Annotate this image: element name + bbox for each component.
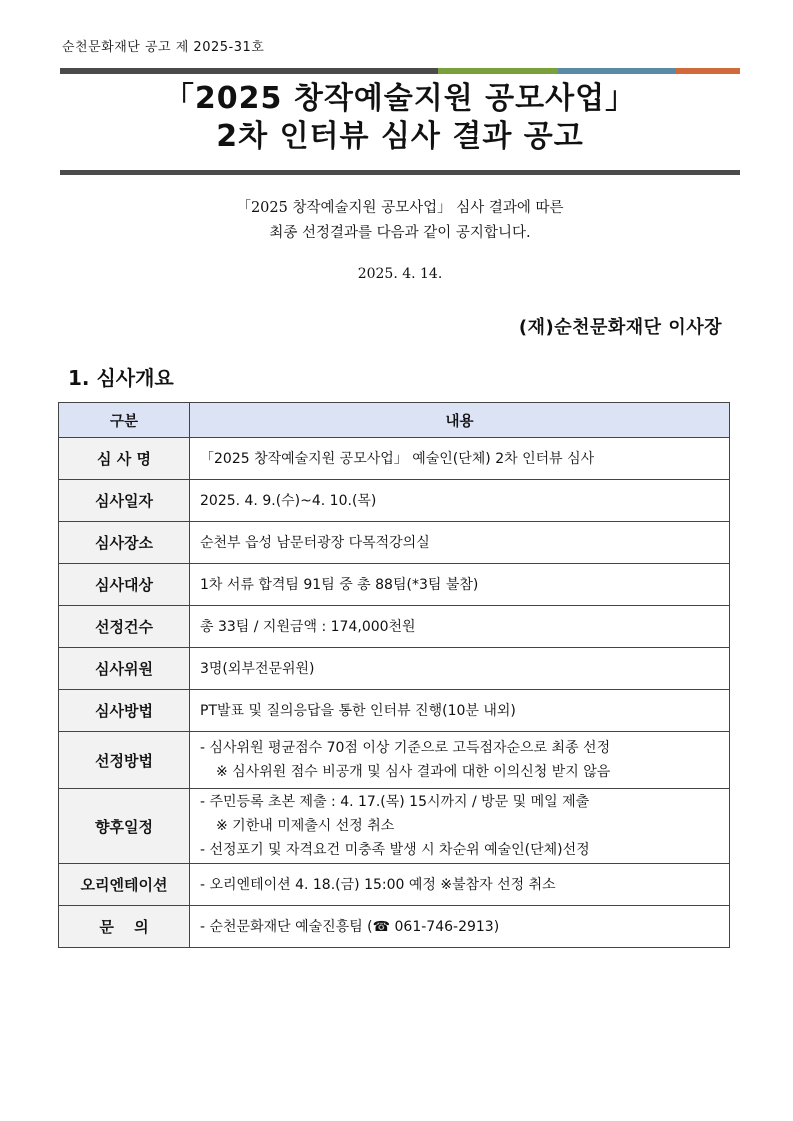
value-note: ※ 심사위원 점수 비공개 및 심사 결과에 대한 이의신청 받지 않음 [216, 764, 611, 780]
row-label: 문 의 [59, 906, 190, 948]
row-label: 심 사 명 [59, 438, 190, 480]
row-value [190, 732, 730, 789]
color-bar-segment-green [438, 68, 558, 74]
document-number: 순천문화재단 공고 제 2025-31호 [62, 40, 265, 55]
row-value: 총 33팀 / 지원금액 : 174,000천원 [190, 606, 730, 648]
row-value: 3명(외부전문위원) [190, 648, 730, 690]
table-row [59, 906, 730, 948]
table-row [59, 864, 730, 906]
row-value [190, 789, 730, 864]
row-value: 순천부 읍성 남문터광장 다목적강의실 [190, 522, 730, 564]
row-label: 심사대상 [59, 564, 190, 606]
row-value: - 순천문화재단 예술진흥팀 (☎ 061-746-2913) [190, 906, 730, 948]
header-content: 내용 [190, 403, 730, 438]
title-line-1: 「2025 창작예술지원 공모사업」 [163, 81, 637, 116]
table-header-row [59, 403, 730, 438]
page-title [60, 80, 740, 156]
row-label: 선정방법 [59, 732, 190, 789]
intro-line-1: 「2025 창작예술지원 공모사업」 심사 결과에 따른 [236, 200, 564, 216]
header-color-bar [60, 68, 740, 74]
table-row [59, 606, 730, 648]
row-label: 오리엔테이션 [59, 864, 190, 906]
value-line: - 주민등록 초본 제출 : 4. 17.(목) 15시까지 / 방문 및 메일 제출 [200, 794, 590, 810]
row-label: 심사장소 [59, 522, 190, 564]
table-row [59, 732, 730, 789]
table-row [59, 789, 730, 864]
overview-table [58, 402, 730, 948]
row-value: PT발표 및 질의응답을 통한 인터뷰 진행(10분 내외) [190, 690, 730, 732]
row-value: 1차 서류 합격팀 91팀 중 총 88팀(*3팀 불참) [190, 564, 730, 606]
color-bar-segment-blue [558, 68, 676, 74]
row-value: 「2025 창작예술지원 공모사업」 예술인(단체) 2차 인터뷰 심사 [190, 438, 730, 480]
row-label: 선정건수 [59, 606, 190, 648]
table-row [59, 438, 730, 480]
table-row [59, 480, 730, 522]
color-bar-segment-orange [676, 68, 740, 74]
value-note: ※ 기한내 미제출시 선정 취소 [216, 818, 395, 834]
table-row [59, 564, 730, 606]
row-value: 2025. 4. 9.(수)~4. 10.(목) [190, 480, 730, 522]
row-label: 향후일정 [59, 789, 190, 864]
header-category: 구분 [59, 403, 190, 438]
row-value: - 오리엔테이션 4. 18.(금) 15:00 예정 ※불참자 선정 취소 [190, 864, 730, 906]
row-label: 심사방법 [59, 690, 190, 732]
title-divider [60, 170, 740, 175]
row-label: 심사위원 [59, 648, 190, 690]
value-line: - 심사위원 평균점수 70점 이상 기준으로 고득점자순으로 최종 선정 [200, 740, 611, 756]
announcement-date: 2025. 4. 14. [357, 266, 443, 282]
value-line: - 선정포기 및 자격요건 미충족 발생 시 차순위 예술인(단체)선정 [200, 842, 590, 858]
intro-line-2: 최종 선정결과를 다음과 같이 공지합니다. [269, 225, 531, 241]
row-label: 심사일자 [59, 480, 190, 522]
color-bar-segment-gray [60, 68, 438, 74]
intro-text [60, 196, 740, 246]
table-row [59, 690, 730, 732]
table-row [59, 648, 730, 690]
table-row [59, 522, 730, 564]
title-line-2: 2차 인터뷰 심사 결과 공고 [216, 119, 584, 154]
issuing-organization: (재)순천문화재단 이사장 [518, 317, 722, 338]
section-heading: 1. 심사개요 [68, 366, 174, 390]
